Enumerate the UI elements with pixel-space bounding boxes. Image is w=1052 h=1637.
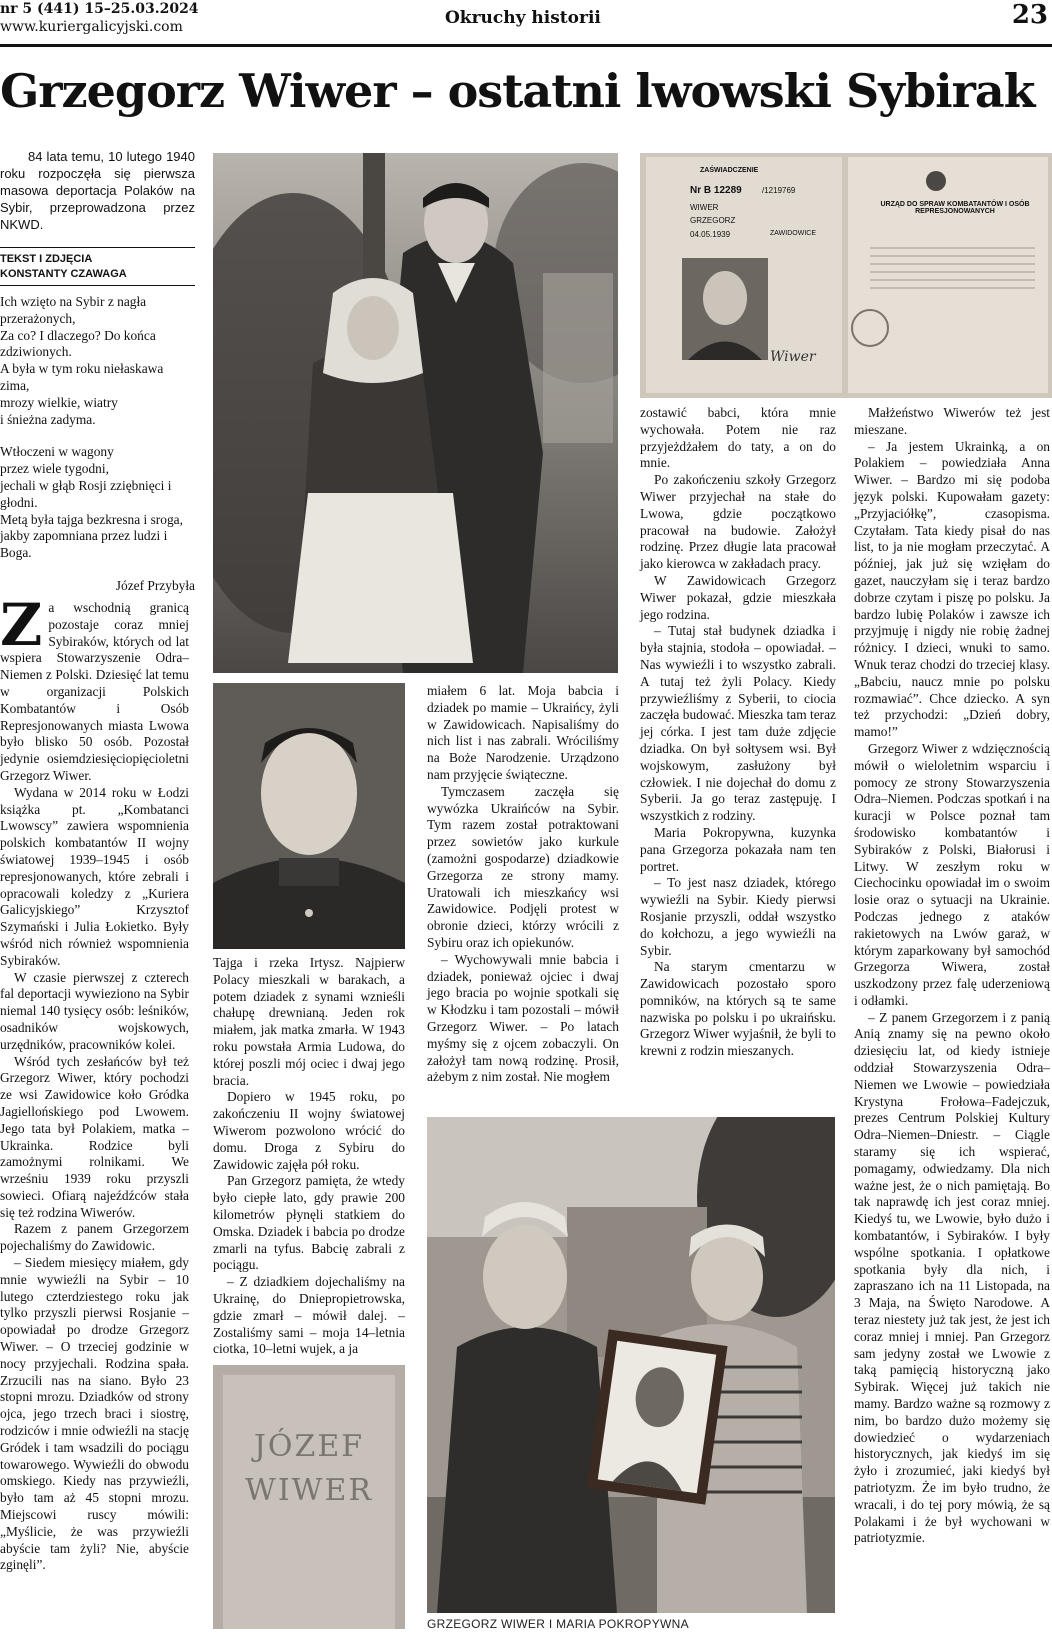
issue-number: nr 5 (441) 15–25.03.2024 — [0, 1, 199, 17]
column-1 — [0, 591, 189, 1574]
paragraph: Wśród tych zesłańców był też Grzegorz Wiwer, który pochodzi ze wsi Zawidowice koło Gródka Jagiellońskiego pod Lwowem. Jego tata był Polakiem, matka – Ukrainka. Rodzice byli zamożnymi rolnikami. We wrześniu 1939 roku przyszli sowieci. Ofiarą najeźdźców stała się też rodzina Wiwerów. — [0, 1053, 189, 1220]
poem-author: Józef Przybyła — [115, 577, 195, 593]
paragraph: Pan Grzegorz pamięta, że wtedy było ciepłe lato, gdy prawie 200 kilometrów płynęli statkiem do Omska. Dziadek i babcia po drodze zmarli na tyfus. Babcię zabrali z pociągu. — [213, 1173, 405, 1273]
paragraph: Wydana w 2014 roku w Łodzi książka pt. „Kombatanci Lwowscy” zawiera wspomnienia polskich kombatantów II wojny światowej 1939–1945 i osób represjonowanych, które zebrali i opracowali koledzy z „Kuriera Galicyjskiego” Krzysztof Szymański i Julia Łokietko. Były wśród nich również wspomnienia Sybiraków. — [0, 784, 189, 968]
poem — [0, 294, 195, 611]
byline — [0, 247, 195, 286]
gravestone-inscription: JÓZEF WIWER — [244, 1429, 373, 1508]
column-5 — [854, 405, 1050, 1547]
certificate-office: URZĄD DO SPRAW KOMBATANTÓW I OSÓB REPRESJONOWANYCH — [880, 201, 1030, 215]
paragraph: – Ja jestem Ukrainką, a on Polakiem – powiedziała Anna Wiwer. – Bardzo mi się podoba język polski. Kupowałam gazety: „Przyjaciółkę”, czasopisma. Czytałam. Tata kiedy pisał do nas list, to ja nie mogłam przeczytać. A później, jak już się wzięłam do gazet, nauczyłam się i teraz bardzo dobrze czytam i piszę po polsku. Ja bardzo lubię Polaków i zawsze ich przyjmuję i nigdy nie robię żadnej różnicy. I dzieci, wnuki to samo. Wnuk teraz chodzi do trzeciej klasy. „Babciu, naucz mnie po polsku rozmawiać”. Chce dziecko. A syn też przychodzi: „Dzień dobry, mamo!” — [854, 438, 1050, 740]
photo-caption: GRZEGORZ WIWER I MARIA POKROPYWNA — [427, 1617, 689, 1631]
paragraph: Tymczasem zaczęła się wywózka Ukraińców na Sybir. Tym razem został potraktowani przez sowietów jako kurkule (zamożni gospodarze) dziadkowie Grzegorza ze strony mamy. Uratowali ich mieszkańcy wsi Zawidowice. Podjęli protest w obronie dzieci, którzy wrócili z Sybiru oraz ich opiekunów. — [427, 783, 619, 950]
photo-soldier — [213, 683, 405, 949]
paragraph: Małżeństwo Wiwerów też jest mieszane. — [854, 405, 1050, 437]
column-3 — [427, 683, 619, 1086]
photo-certificate — [640, 153, 1052, 398]
poem-stanza-2: Wtłoczeni w wagony przez wiele tygodni, jechali w głąb Rosji zziębnięci i głodni. Metą była tajga bezkresna i sroga, jakby zapomniana przez ludzi i Boga. — [0, 444, 183, 561]
certificate-signature: Wiwer — [770, 349, 816, 365]
paragraph: – Z dziadkiem dojechaliśmy na Ukrainę, do Dniepropietrowska, gdzie zmarł – mówił dalej. – Zostaliśmy sami – moja 14–letnia ciotka, 10–letni wujek, a ja — [213, 1274, 405, 1357]
byline-label: TEKST I ZDJĘCIA — [0, 253, 93, 265]
section-title: Okruchy historii — [445, 8, 601, 28]
paragraph: Razem z panem Grzegorzem pojechaliśmy do Zawidowic. — [0, 1221, 189, 1254]
paragraph: miałem 6 lat. Moja babcia i dziadek po mamie – Ukraińcy, żyli w Zawidowicach. Napisaliśmy do nich list i nas zabrali. Wróciliśmy na Boże Narodzenie. Urządzono nam przyjęcie świąteczne. — [427, 683, 619, 782]
drop-cap: Z — [0, 591, 43, 659]
photo-wiwer-pokropywna — [427, 1117, 835, 1613]
column-4 — [640, 405, 836, 1060]
certificate-header: ZAŚWIADCZENIE — [700, 167, 759, 174]
site-url[interactable]: www.kuriergalicyjski.com — [0, 19, 183, 35]
photo-wiwer-pokropywna-image — [427, 1117, 835, 1613]
paragraph: – Tutaj stał budynek dziadka i była stajnia, stodoła – opowiadał. – Nas wywieźli i to wszystko zabrali. A tutaj też żyli Polacy. Kiedy przywieźliśmy z Syberii, to ciocia zaczęła budować. Mieszka tam teraz jej córka. I jest tam duże zdjęcie dziadka. On był sołtysem wsi. Był wojskowym, zasłużony był człowiek. I nie dojechał do domu z Syberii. Ja go teraz zastępuję. I wszystkich z rodziny. — [640, 623, 836, 824]
issue-info — [0, 0, 199, 36]
photo-couple — [213, 153, 618, 673]
page-number: 23 — [1011, 0, 1048, 30]
paragraph: Na starym cmentarzu w Zawidowicach pozostało sporo pomników, na których są te same nazwiska po polsku i po ukraińsku. Grzegorz Wiwer wyjaśnił, że byli to krewni z rodzin mieszanych. — [640, 959, 836, 1059]
paragraph: Grzegorz Wiwer z wdzięcznością mówił o wieloletnim wsparciu i pomocy ze strony Stowarzyszenia Odra–Niemen. Podczas spotkań i na kuracji w Polsce poznał tam środowisko kombatantów i Sybiraków z Polski, Białorusi i Litwy. W zeszłym roku w Ciechocinku opowiadał im o swoim losie oraz o sytuacji na Ukrainie. Podczas jednego z ataków rakietowych na Lwów garaż, w którym zaparkowany był samochód Grzegorza Wiwera, został uszkodzony przez falę uderzeniową i odłamki. — [854, 740, 1050, 1008]
poem-stanza-1: Ich wzięto na Sybir z nagła przerażonych, Za co? I dlaczego? Do końca zdziwionych. A była w tym roku niełaskawa zima, mrozy wielkie, wiatry i śnieżna zadyma. — [0, 294, 164, 427]
photo-gravestone — [213, 1365, 405, 1629]
paragraph: Dopiero w 1945 roku, po zakończeniu II wojny światowej Wiwerom pozwolono wrócić do domu. Droga z Sybiru do Zawidowic zajęła pół roku. — [213, 1089, 405, 1172]
article-lead — [0, 148, 195, 233]
byline-rule — [0, 285, 195, 286]
paragraph: Maria Pokropywna, kuzynka pana Grzegorza pokazała nam ten portret. — [640, 824, 836, 874]
paragraph: – Wychowywali mnie babcia i dziadek, ponieważ ojciec i dwaj jego bracia po wojnie spotkali się w Kłodzku i tam pozostali – mówił Grzegorz Wiwer. – Po latach myśmy się z ojcem zobaczyli. On założył tam nową rodzinę. Prosił, ażebym z nim został. Nie mogłem — [427, 951, 619, 1085]
certificate-birthdate: 04.05.1939 — [690, 230, 731, 239]
paragraph: Po zakończeniu szkoły Grzegorz Wiwer przyjechał na stałe do Lwowa, gdzie początkowo pracował na budowie. Założył rodzinę. Przez długie lata pracował jako kierowca w zakładach pracy. — [640, 472, 836, 572]
paragraph: – Z panem Grzegorzem i z panią Anią znamy się na pewno około dziesięciu lat, od kiedy istnieje oddział Stowarzyszenia Odra–Niemen we Lwowie – powiedziała Krystyna Frołowa–Fadejczuk, prezes Centrum Polskiej Kultury Odra–Niemen–Dniestr. – Ciągle staramy się ich wspierać, pomagamy, odwiedzamy. Dla nich ważne jest, że o nich pamiętają. Bo tak naprawdę ich jest coraz mniej. Kiedyś tu, we Lwowie, było dużo i kombatantów, i Sybiraków. I były wspólne spotkania. I opłatkowe spotkania były dla nich, i zapraszano ich na 11 Listopada, na 3 Maja, na Święto Narodowe. A teraz niestety już tak jest, że jest ich coraz mniej i mniej. Pan Grzegorz sam jedyny został we Lwowie z taką pamięcią historyczną jako Sybirak. Więcej już takich nie mamy. Bardzo ważne są rozmowy z nim, bo bardzo dużo możemy się dowiedzieć o wydarzeniach historycznych, jak kiedyś im się żyło i zrozumieć, jaki kiedyś był patriotyzm. Że im było trudno, że wracali, i do tej pory mówią, że są Polakami i że był wychowani w patriotyzmie. — [854, 1009, 1050, 1546]
photo-couple-image — [213, 153, 618, 673]
paragraph: a wschodnią granicą pozostaje coraz mniej Sybiraków, których od lat wspiera Stowarzyszenie Odra–Niemen z Polski. Dziesięć lat temu w organizacji Polskich Kombatantów i Osób Represjonowanych miasta Lwowa było blisko 50 osób. Pozostał jedynie osiemdziesięciopięcioletni Grzegorz Wiwer. — [0, 600, 189, 783]
photo-soldier-image — [213, 683, 405, 949]
header-rule — [0, 44, 1052, 47]
column-2 — [213, 955, 405, 1358]
certificate-surname: WIWER — [690, 203, 719, 212]
lead-text: 84 lata temu, 10 lutego 1940 roku rozpoczęła się pierwsza masowa deportacja Polaków na Sybir, przeprowadzona przez NKWD. — [0, 149, 195, 232]
paragraph: W czasie pierwszej z czterech fal deportacji wywieziono na Sybir niemal 140 tysięcy osób: leśników, osadników wojskowych, urzędników, pracowników kolei. — [0, 969, 189, 1052]
article-title: Grzegorz Wiwer – ostatni lwowski Sybirak — [0, 64, 1035, 118]
paragraph: – Siedem miesięcy miałem, gdy mnie wywieźli na Sybir – 10 lutego czterdziestego roku jak tylko przyszli pierwsi Rosjanie – opowiadał po drodze Grzegorz Wiwer. – O trzeciej godzinie w nocy przyjechali. Rodzina spała. Zrzucili nas na siano. Było 23 stopni mrozu. Dziadków od strony ojca, jego trzech braci i siostrę, rodziców i mnie odwieźli na stację Gródek i tam wsadzili do pociągu towarowego. Wywieźli do obwodu omskiego. Kiedy nas przywieźli, było tam aż 45 stopni mrozu. Miejscowi ruscy mówili: „Myślicie, że was przywieźli abyście tam żyli? Nie, abyście zginęli”. — [0, 1255, 189, 1573]
certificate-firstname: GRZEGORZ — [690, 216, 736, 225]
certificate-birthplace: ZAWIDOWICE — [770, 230, 817, 237]
paragraph: Tajga i rzeka Irtysz. Najpierw Polacy mieszkali w barakach, a potem dziadek z synami wznieśli chałupę drewnianą. Jeden rok miałem, jak matka zmarła. W 1943 roku powstała Armia Ludowa, do której poszli mój ociec i dwaj jego bracia. — [213, 955, 405, 1088]
paragraph: – To jest nasz dziadek, którego wywieźli na Sybir. Kiedy pierwsi Rosjanie przyszli, oddał wszystko do kołchozu, a jego wywieźli na Sybir. — [640, 875, 836, 958]
certificate-number-2: /1219769 — [762, 186, 796, 195]
byline-name: KONSTANTY CZAWAGA — [0, 268, 127, 280]
paragraph: zostawić babci, która mnie wychowała. Potem nie raz przyjeżdżałem do taty, a on do mnie. — [640, 405, 836, 471]
paragraph: W Zawidowicach Grzegorz Wiwer pokazał, gdzie mieszkała jego rodzina. — [640, 572, 836, 622]
certificate-number: Nr B 12289 — [690, 185, 742, 196]
